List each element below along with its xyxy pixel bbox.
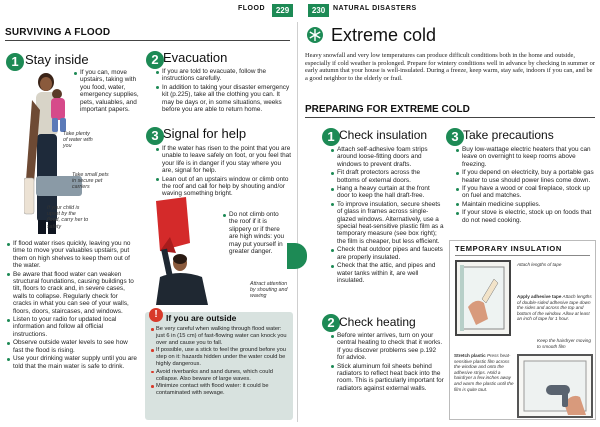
list-item: Buy low-wattage electric heaters that you can leave on overnight to keep rooms above freezing.	[456, 146, 594, 168]
apply-adhesive-tape-heading: Apply adhesive tape	[517, 294, 562, 299]
precautions-list	[456, 146, 594, 225]
evacuation-list	[156, 68, 292, 114]
right-running-head: NATURAL DISASTERS	[333, 5, 417, 12]
list-item: Hang a heavy curtain at the front door to keep the hall draft-free.	[331, 185, 444, 200]
list-item: Use your drinking water supply until you are told that the main water is safe to drink.	[7, 355, 137, 370]
list-item: Lean out of an upstairs window or climb onto the roof and call for help by shouting and/or waving something bright.	[156, 176, 292, 198]
temporary-insulation-title: TEMPORARY INSULATION	[455, 244, 562, 253]
list-item: If you can, move upstairs, taking with you food, water, emergency supplies, pets, valuables, and important papers.	[74, 69, 140, 113]
step-title-signal-for-help: Signal for help	[163, 126, 247, 141]
step-number-badge: 1	[322, 128, 340, 146]
list-item: Before winter arrives, turn on your central heating to check that it works. If you discover problems see p.192 for advice.	[331, 332, 444, 362]
list-item: If you are told to evacuate, follow the instructions carefully.	[156, 68, 292, 83]
stretch-plastic-note	[454, 353, 514, 392]
section-rule	[5, 40, 290, 41]
snowflake-icon	[306, 26, 324, 44]
stretch-plastic-text: Press heat-sensitive plastic film across the window and onto the adhesive strips. Hold a hairdryer a few inches away and warm the plastic until the film is quite taut.	[454, 353, 514, 392]
list-item: Avoid riverbanks and sand dunes, which could collapse. Also beware of large waves.	[151, 369, 289, 383]
step-title-check-insulation: Check insulation	[339, 128, 428, 142]
step-number-badge: 3	[146, 127, 164, 145]
list-item: Check that the attic, and pipes and water tanks within it, are well insulated.	[331, 262, 444, 284]
signal-list	[156, 145, 292, 199]
right-section-title: PREPARING FOR EXTREME COLD	[305, 104, 470, 115]
list-item: If your stove is electric, stock up on foods that do not need cooking.	[456, 209, 594, 224]
caption-attract-attention: Attract attention by shouting and waving	[250, 281, 288, 300]
step-title-take-precautions: Take precautions	[463, 128, 554, 142]
step-title-evacuation: Evacuation	[163, 50, 228, 65]
caption-water: Take plenty of water with you	[63, 131, 93, 150]
list-item: Be aware that flood water can weaken structural foundations, causing buildings to tilt, floors to crack and, in severe cases, walls to collapse. Regularly check for cracks in what you can see of your walls, floors, doors, staircases, and windows.	[7, 271, 137, 315]
caption-attach-tape: Attach lengths of tape	[517, 262, 562, 267]
list-item: Observe outside water levels to see how fast the flood is rising.	[7, 339, 137, 354]
left-running-head: FLOOD	[238, 5, 265, 12]
roof-warning-list	[223, 211, 287, 256]
list-item: Do not climb onto the roof if it is slippery or if there are high winds: you may put yourself in greater danger.	[223, 211, 287, 255]
box-rule	[455, 255, 590, 256]
left-section-title: SURVIVING A FLOOD	[5, 27, 111, 38]
list-item: If you depend on electricity, buy a portable gas heater to use should power lines come down.	[456, 169, 594, 184]
step-number-badge: 2	[322, 314, 340, 332]
warning-icon: !	[149, 308, 163, 322]
apply-adhesive-tape-text: Attach lengths of double-sided adhesive tape down the sides and across the top and bottom of the window. Allow at least an inch of tape for 1 hour.	[517, 294, 592, 322]
thumb-tab	[287, 243, 307, 269]
step-title-check-heating: Check heating	[339, 315, 416, 329]
list-item: If flood water rises quickly, leaving you no time to move your valuables upstairs, put them on high shelves to keep them out of the water.	[7, 240, 137, 270]
list-item: In addition to taking your disaster emergency kit (p.225), take all the clothing you can. It may be days or, in some situations, weeks before you are able to return home.	[156, 84, 292, 114]
warning-title: If you are outside	[166, 313, 237, 323]
list-item: If possible, use a stick to feel the ground before you step on it: hazards hidden under the water could be highly dangerous.	[151, 347, 289, 367]
page-gutter	[297, 22, 298, 422]
caption-pet-carrier: Take small pets in secure pet carriers	[72, 172, 109, 191]
step-number-badge: 2	[146, 51, 164, 69]
list-item: Listen to your radio for updated local information and follow all official instructions.	[7, 316, 137, 338]
list-item: Check that outdoor pipes and faucets are properly insulated.	[331, 246, 444, 261]
list-item: Minimize contact with flood water: it could be contaminated with sewage.	[151, 383, 289, 397]
list-item: To improve insulation, secure sheets of glass in frames across single-glazed windows. Alternatively, use a special heat-sensitive plastic film as a temporary measure (see box right); the film is cheaper, but less efficient.	[331, 201, 444, 245]
list-item: Be very careful when walking through flood water: just 6 in (15 cm) of fast-flowing water can knock you over and cause you to fall.	[151, 326, 289, 346]
section-rule	[305, 117, 595, 118]
warning-list	[151, 326, 289, 398]
apply-adhesive-tape-note	[517, 294, 593, 322]
step-number-badge: 3	[446, 128, 464, 146]
stretch-plastic-heading: Stretch plastic	[454, 353, 486, 358]
list-item: Attach self-adhesive foam strips around loose-fitting doors and windows to prevent drafts.	[331, 146, 444, 168]
heating-list	[331, 332, 444, 393]
window-tape-illustration	[454, 259, 514, 337]
caption-hairdryer: Keep the hairdryer moving to smooth film	[537, 338, 591, 349]
step-title-stay-inside: Stay inside	[25, 52, 89, 67]
caption-child: If your child is upset by the flood, carry her to safety	[47, 205, 89, 230]
left-page-number: 229	[272, 4, 293, 17]
list-item: Fit draft protectors across the bottoms of external doors.	[331, 169, 444, 184]
flood-bullets-list	[7, 240, 137, 371]
right-page-number: 230	[308, 4, 329, 17]
page-title: Extreme cold	[331, 25, 437, 45]
list-item: Maintain medicine supplies.	[456, 201, 594, 208]
list-item: Stick aluminum foil sheets behind radiators to reflect heat back into the room. This is particularly important for radiators against external walls.	[331, 363, 444, 393]
step-number-badge: 1	[6, 53, 24, 71]
list-item: If you have a wood or coal fireplace, stock up on fuel and matches.	[456, 185, 594, 200]
insulation-list	[331, 146, 444, 285]
list-item: If the water has risen to the point that you are unable to leave safely on foot, or you feel that your life is in danger if you stay where you are, signal for help.	[156, 145, 292, 175]
man-waving-cloth-illustration	[142, 197, 226, 305]
hairdryer-window-illustration	[516, 353, 594, 419]
intro-paragraph: Heavy snowfall and very low temperatures can produce difficult conditions both in the home and outside, especially if cold weather is prolonged. Prepare for wintery conditions well in advance by checking in summer or early autumn that your house is well-insulated. During a freeze, keep warm, stay safe, indoors if you can, and be a good neighbor to the elderly or frail.	[305, 52, 595, 82]
